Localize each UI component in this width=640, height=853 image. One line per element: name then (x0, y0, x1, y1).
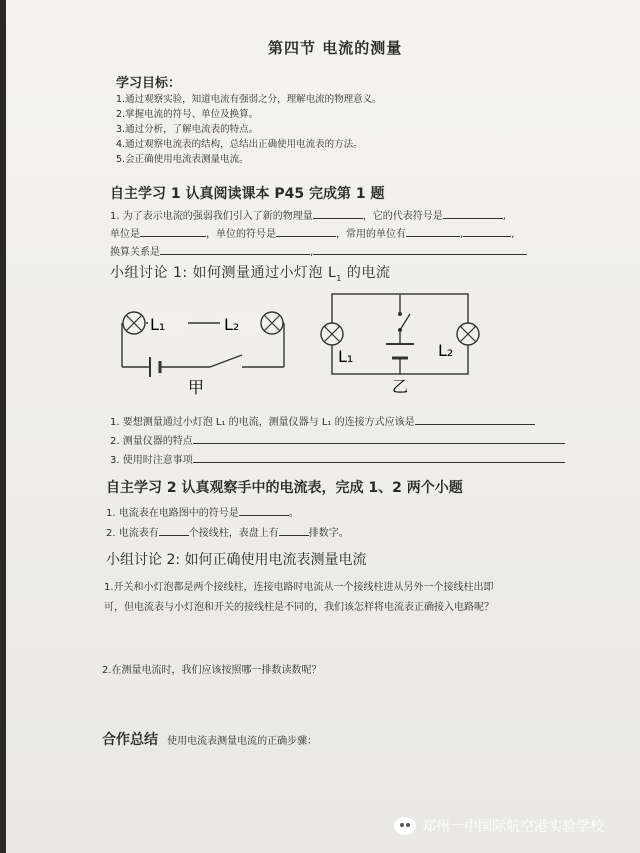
summary (102, 729, 317, 749)
objectives-list (116, 92, 382, 167)
objective-item: 2.掌握电流的符号、单位及换算。 (116, 109, 259, 120)
blank (193, 433, 565, 444)
self-study-1-line-1: 1. 为了表示电流的强弱我们引入了新的物理量 ，它的代表符号是 , (110, 207, 506, 222)
blank (463, 226, 511, 237)
self-study-1-line-3: 换算关系是 , (110, 243, 527, 258)
label-l2: L₂ (438, 341, 454, 360)
blank (160, 244, 310, 255)
caption-jia: 甲 (188, 378, 205, 397)
blank (406, 226, 460, 237)
blank (415, 414, 535, 425)
blank (239, 505, 289, 516)
wechat-icon (394, 817, 416, 835)
blank (313, 244, 527, 255)
objectives-heading: 学习目标： (116, 76, 182, 91)
lamp-l2-icon (457, 323, 479, 345)
group-1-question-2: 2. 测量仪器的特点 (110, 432, 565, 447)
blank (140, 226, 206, 237)
summary-heading: 合作总结 (102, 732, 158, 748)
objective-item: 5.会正确使用电流表测量电流。 (116, 154, 249, 165)
caption-yi: 乙 (392, 377, 409, 396)
watermark-text: 郑州一中国际航空港实验学校 (422, 819, 604, 835)
watermark (394, 811, 636, 841)
group-2-heading: 小组讨论 2: 如何正确使用电流表测量电流 (106, 552, 367, 568)
blank (313, 208, 363, 219)
objective-item: 4.通过观察电流表的结构，总结出正确使用电流表的方法。 (116, 139, 363, 150)
self-study-1-line-2: 单位是 ，单位的符号是 ，常用的单位有 , , (110, 225, 514, 240)
blank (276, 226, 336, 237)
self-study-2-heading: 自主学习 2 认真观察手中的电流表，完成 1、2 两个小题 (106, 480, 463, 496)
blank (279, 525, 309, 536)
blank (443, 208, 503, 219)
circuit-diagram-b (310, 288, 490, 398)
group-1-question-3: 3. 使用时注意事项 (110, 451, 565, 466)
self-study-2-question-1: 1. 电流表在电路图中的符号是 。 (106, 504, 299, 519)
circuit-diagram-a (114, 303, 294, 399)
lamp-l2-icon (261, 312, 283, 334)
objective-item: 1.通过观察实验，知道电流有强弱之分，理解电流的物理意义。 (116, 94, 382, 105)
group-1-question-1: 1. 要想测量通过小灯泡 L₁ 的电流，测量仪器与 L₁ 的连接方式应该是 (110, 413, 535, 428)
summary-text: 使用电流表测量电流的正确步骤： (167, 736, 318, 747)
blank (159, 525, 189, 536)
self-study-1-heading: 自主学习 1 认真阅读课本 P45 完成第 1 题 (110, 186, 385, 202)
objective-item: 3.通过分析，了解电流表的特点。 (116, 124, 259, 135)
group-2-paragraph-1: 1.开关和小灯泡都是两个接线柱，连接电路时电流从一个接线柱进从另外一个接线柱出即 可，但电流表与小灯泡和开关的接线柱是不同的，我们该怎样将电流表正确接入电路呢？ (104, 582, 494, 613)
worksheet-page (6, 0, 640, 853)
blank (193, 452, 565, 463)
lamp-l1-icon (123, 312, 145, 334)
label-l2: L₂ (224, 315, 240, 334)
lamp-l1-icon (321, 323, 343, 345)
group-2-paragraph-2: 2.在测量电流时，我们应该按照哪一排数读数呢？ (102, 665, 322, 676)
self-study-2-question-2: 2. 电流表有 个接线柱，表盘上有 排数字。 (106, 524, 349, 539)
group-1-heading: 小组讨论 1: 如何测量通过小灯泡 $L_1$ 的电流 (110, 265, 391, 283)
label-l1: L₁ (150, 315, 166, 334)
page-title: 第四节 电流的测量 (268, 39, 403, 57)
label-l1: L₁ (338, 347, 354, 366)
